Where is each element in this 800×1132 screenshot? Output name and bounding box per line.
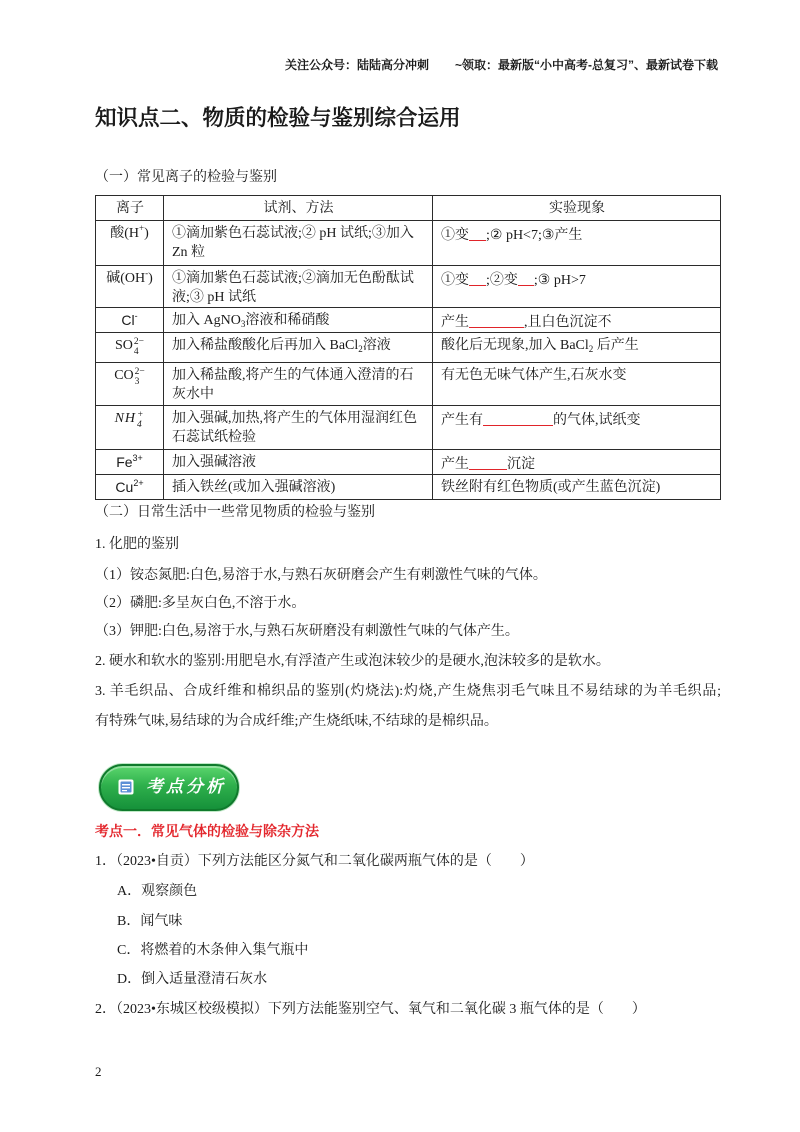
header-left-text: 关注公众号：陆陆高分冲刺 <box>284 58 429 72</box>
result-cell <box>433 266 721 308</box>
ion-formula: 碱(OH <box>106 271 146 286</box>
table-row-ammonium <box>96 406 721 450</box>
ion-index-stack <box>135 367 145 387</box>
method-line: 加入强碱,加热,将产生的气体用湿润红色 <box>172 411 417 426</box>
result-cell <box>433 450 721 475</box>
answer-blank <box>469 455 507 470</box>
table-row-carbonate <box>96 363 721 406</box>
result-text: ,且白色沉淀不 <box>524 315 612 330</box>
ion-charge: + <box>137 410 145 420</box>
answer-blank <box>483 411 553 426</box>
ion-charge: - <box>145 268 149 278</box>
result-cell <box>433 406 721 450</box>
ion-subscript: 4 <box>137 420 143 430</box>
method-line: 石蕊试纸检验 <box>172 430 256 445</box>
method-cell <box>164 221 433 266</box>
fertilizer-item: （1）铵态氮肥:白色,易溶于水,与熟石灰研磨会产生有刺激性气味的气体。 <box>95 568 547 583</box>
badge-label: 考点分析 <box>146 777 226 797</box>
result-text: 铁丝附有红色物质(或产生蓝色沉淀) <box>441 480 661 495</box>
result-text: ;② pH<7;③产生 <box>486 228 583 243</box>
method-line: 加入稀盐酸,将产生的气体通入澄清的石 <box>172 368 414 383</box>
answer-blank <box>469 271 486 286</box>
question-option: D．倒入适量澄清石灰水 <box>117 972 268 987</box>
ion-formula: Cu <box>115 479 134 495</box>
col-header-result: 实验现象 <box>433 196 721 221</box>
ion-cell <box>96 450 164 475</box>
table-row-chloride <box>96 308 721 333</box>
ion-formula: 酸(H <box>110 226 140 241</box>
fertilizer-item: （2）磷肥:多呈灰白色,不溶于水。 <box>95 596 306 611</box>
ion-cell <box>96 363 164 406</box>
method-text: 溶液 <box>362 338 391 353</box>
result-text: 产生 <box>441 315 469 330</box>
ion-cell <box>96 266 164 308</box>
result-text: ①变 <box>441 228 469 243</box>
ion-cell <box>96 333 164 363</box>
result-text: 后产生 <box>593 338 639 353</box>
method-cell <box>164 266 433 308</box>
table-row-base <box>96 266 721 308</box>
ion-cell <box>96 406 164 450</box>
method-cell <box>164 363 433 406</box>
ion-charge: + <box>139 223 145 233</box>
result-text: 沉淀 <box>507 457 535 472</box>
col-header-ion: 离子 <box>96 196 164 221</box>
ion-formula: SO <box>114 338 133 353</box>
table-row-sulfate <box>96 333 721 363</box>
question-option: A．观察颜色 <box>117 884 198 899</box>
ion-formula-tail: ) <box>144 226 149 241</box>
page-title: 知识点二、物质的检验与鉴别综合运用 <box>95 106 461 130</box>
analysis-badge <box>99 764 239 811</box>
ion-formula: CO <box>114 368 134 383</box>
question-stem: 1．（2023•自贡）下列方法能区分氮气和二氧化碳两瓶气体的是（ ） <box>95 854 534 869</box>
answer-blank <box>469 226 486 241</box>
ion-charge: 2− <box>134 367 145 377</box>
method-cell <box>164 450 433 475</box>
header-right-text: ~领取：最新版“小中高考-总复习”、最新试卷下载 <box>454 58 718 72</box>
method-line: 灰水中 <box>172 387 214 402</box>
result-cell <box>433 475 721 500</box>
method-cell <box>164 406 433 450</box>
answer-blank <box>469 313 524 328</box>
page-header <box>285 57 718 73</box>
result-text: 酸化后无现象,加入 BaCl <box>441 338 589 353</box>
method-line: ①滴加紫色石蕊试液;② pH 试纸;③加入 <box>172 226 414 241</box>
result-cell <box>433 308 721 333</box>
method-text: 加入 AgNO <box>172 313 241 328</box>
ion-formula: Cl <box>121 312 135 328</box>
result-cell <box>433 333 721 363</box>
ion-index-stack <box>137 410 144 430</box>
table-header-row <box>96 196 721 221</box>
ion-formula: NH <box>114 411 137 426</box>
result-text: ;③ pH>7 <box>533 273 586 288</box>
fabric-text-line: 3. 羊毛织品、合成纤维和棉织品的鉴别(灼烧法):灼烧,产生烧焦羽毛气味且不易结球的为羊毛织品; <box>95 684 721 699</box>
subscript: 2 <box>358 344 363 354</box>
table-row-copper <box>96 475 721 500</box>
result-text: 产生有 <box>441 413 483 428</box>
hard-water-text: 2. 硬水和软水的鉴别:用肥皂水,有浮渣产生或泡沫较少的是硬水,泡沫较多的是软水。 <box>95 654 610 669</box>
result-text: 有无色无味气体产生,石灰水变 <box>441 368 627 383</box>
table-row-iron <box>96 450 721 475</box>
question-stem: 2．（2023•东城区校级模拟）下列方法能鉴别空气、氧气和二氧化碳 3 瓶气体的是（ ） <box>95 1002 646 1017</box>
result-text: 产生 <box>441 457 469 472</box>
result-text: 的气体,试纸变 <box>553 413 641 428</box>
daily-section-heading: （二）日常生活中一些常见物质的检验与鉴别 <box>95 505 375 520</box>
method-line: 插入铁丝(或加入强碱溶液) <box>172 480 336 495</box>
method-text: 溶液和稀硝酸 <box>245 313 330 328</box>
result-text: ①变 <box>441 273 469 288</box>
fabric-text-line: 有特殊气味,易结球的为合成纤维;产生烧纸味,不结球的是棉织品。 <box>95 714 498 729</box>
ion-cell <box>96 221 164 266</box>
ion-cell <box>96 308 164 333</box>
table-row-acid <box>96 221 721 266</box>
ion-index-stack <box>134 337 144 357</box>
subscript: 2 <box>588 344 594 354</box>
ion-formula: Fe <box>116 454 133 470</box>
method-line: 液;③ pH 试纸 <box>172 290 256 305</box>
method-line: 加入强碱溶液 <box>172 455 256 470</box>
ion-charge: 3+ <box>132 453 143 463</box>
answer-blank <box>518 271 534 286</box>
method-cell <box>164 308 433 333</box>
fertilizer-title: 1. 化肥的鉴别 <box>95 537 179 552</box>
method-cell <box>164 333 433 363</box>
topic-heading: 考点一．常见气体的检验与除杂方法 <box>95 825 319 840</box>
result-cell <box>433 221 721 266</box>
fertilizer-item: （3）钾肥:白色,易溶于水,与熟石灰研磨没有刺激性气味的气体产生。 <box>95 624 519 639</box>
question-option: B．闻气味 <box>117 914 183 929</box>
ion-formula-tail: ) <box>148 271 153 286</box>
page-number: 2 <box>95 1064 102 1079</box>
ion-charge: 2− <box>133 337 144 347</box>
ion-charge: 2+ <box>133 478 144 488</box>
col-header-method: 试剂、方法 <box>164 196 433 221</box>
ion-cell <box>96 475 164 500</box>
ion-test-table <box>95 195 721 500</box>
notebook-icon <box>118 779 134 795</box>
method-line: ①滴加紫色石蕊试液;②滴加无色酚酞试 <box>172 271 414 286</box>
ion-subscript: 3 <box>134 377 140 387</box>
ion-charge: - <box>134 311 138 321</box>
result-text: ;②变 <box>486 273 518 288</box>
result-cell <box>433 363 721 406</box>
method-line: Zn 粒 <box>172 245 206 260</box>
ion-section-heading: （一）常见离子的检验与鉴别 <box>95 170 277 185</box>
subscript: 3 <box>240 319 246 329</box>
method-cell <box>164 475 433 500</box>
ion-subscript: 4 <box>133 347 139 357</box>
method-text: 加入稀盐酸酸化后再加入 BaCl <box>172 338 359 353</box>
question-option: C．将燃着的木条伸入集气瓶中 <box>117 943 309 958</box>
